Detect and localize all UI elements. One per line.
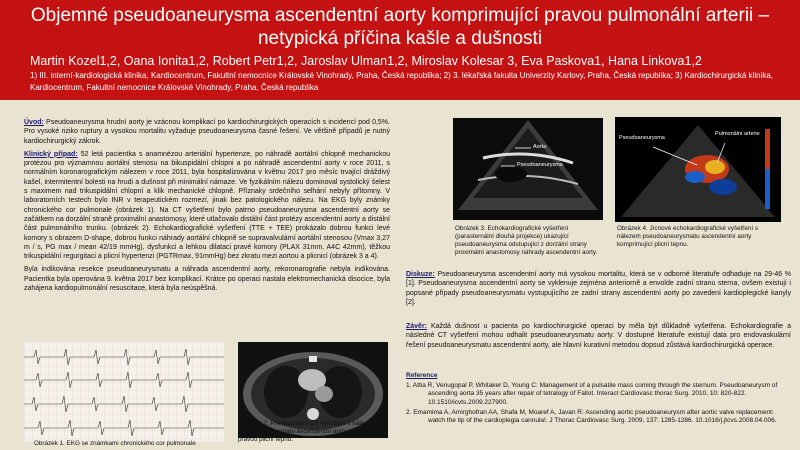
treatment-paragraph: Byla indikována resekce pseudoaneurysmatu a náhrada ascendentní aorty, rekoronarografie nebyla indikována. Pacientka byla operována 9. května 2017 bez komplikací. Krátce po operaci nastala elektromechanická disocice, byla zahájena kardiopulmonální resuscitace, která byla neúspěšná. <box>24 266 390 293</box>
echo-image-tee-doppler <box>615 117 781 222</box>
conclusion-label: Závěr: <box>406 323 428 330</box>
case-paragraph <box>24 150 390 262</box>
poster-title <box>10 4 790 50</box>
references <box>406 372 791 425</box>
ecg-image <box>24 342 224 442</box>
reference-item: 1. Attia R, Venugopal P, Whitaker D, Young C: Management of a pulsatile mass coming through the sternum. Pseudoaneurysm of ascending aorta 35 years after repair of tetralogy of Fallot. Interact Cardiovasc thorac Surg. 2010, 10: 820-822. 10.1510/icvts.2009.227900. <box>406 382 778 406</box>
intro-paragraph <box>24 118 390 146</box>
case-text: 52 letá pacientka s anamnézou arteriální hypertenze, po náhradě aortální chlopně mechanickou protézou pro významnou aortální stenosu na bikuspidální chlopni a po náhradě ascendentní aorty v roce 2011, s normálním koronarografickým nálezem v roce 2011, byla hospitalizována v květnu 2017 pro měsíc trvající dráždivý kašel, intermitentní bolesti na hrudi a dušnost při minimální námaze. Ve fyzikálním nálezu dominoval systolický šelest s maximem nad trikuspidální chlopní a klik mechanické chlopně. Příznaky srdečního selhání nebyly přítomny. V laboratorních testech bylo INR v terapeutickém rozmezí, jinak bez patologického nálezu. Na EKG byly známky chronického cor pulmonale (obrázek 1). Na CT vyšetření bylo patrno pseudoaneurysma ascendentní aorty se začátkem na dorzální straně proximální anastomosy, které utlačovalo distální část protézy ascendentní aorty a distální část pulmonálního trunku. (obrázek 2). Echokardiografické vyšetření (TTE + TEE) prokázalo dobrou funkci levé komory s obrazem D-shape, dobrou funkci náhrady aortální chlopně se supravalvulární aortální stenosou (Vmax 3,27 m / s, PG max / mean 42/19 mmHg), dysfunkci a lehkou dilataci pravé komory (PLAX 31mm, A4C 42mm), těžkou trikuspidální regurgitaci a plicní hypertenzi (PGTRmax, 91mmHg) bez zkratu mezi aortou a plicnicí (obrázek 3 a 4). <box>24 150 390 261</box>
fig1-caption: Obrázek 1. EKG se známkami chronického cor pulmonale <box>34 440 196 447</box>
conclusion-block <box>406 322 791 354</box>
conclusion-paragraph <box>406 322 791 350</box>
intro-text: Pseudoaneurysma hrudní aorty je vzácnou komplikací po kardiochirurgických operacích s incidencí pod 0,5%. Pro vysoké riziko ruptury a vysokou mortalitu vyžaduje pseudoaneurysma časné řešení. Ve většině případů je nutný kardiochirurgický zákrok. <box>24 119 390 145</box>
left-column <box>24 118 390 297</box>
references-heading: Reference <box>406 372 438 379</box>
poster-header <box>0 0 800 100</box>
authors: Martin Kozel1,2, Oana Ionita1,2, Robert Petr1,2, Jaroslav Ulman1,2, Miroslav Kolesar 3, Eva Paskova1, Hana Linkova1,2 <box>30 54 702 68</box>
fig2-caption: Obrázek 2. Předoperační CT vyšetření s nálezem pseudoaneurysmatu ascendentní aorty komprimující pravou plicní tepnu. <box>238 420 385 443</box>
fig4-caption: Obrázek 4. Jícnové echokardiografické vyšetření s nálezem pseudoaneurysmatu ascendentní aorty komprimující plicní tepnu. <box>617 225 759 248</box>
conclusion-text: Každá dušnost u pacienta po kardiochirurgické operaci by měla být důkladně vyšetřena. Echokardiografie a následné CT vyšetření mohou odhalit pseudoaneurysmatu aorty. V dostupné literatuře existují data pro endovaskulární řešení pseudoaneurysmatu ascendentní aorty, ale hlavní kurativní metodou dopsud zůstává kardiochirurgická operace. <box>406 323 791 349</box>
echo-image-parasternal <box>453 118 603 220</box>
intro-label: Úvod: <box>24 119 44 126</box>
affiliations: 1) III. interní-kardiologická klinika, Kardiocentrum, Fakultní nemocnice Královské Vinohrady, Praha, Česká republika; 2) 3. lékařská fakulta Univerzity Karlovy, Praha, Česká republika; 3) Kardiochirurgická klinika, Kardiocentrum, Fakultní nemocnice Královské Vinohrady, Praha, Česká republika <box>30 71 773 92</box>
title-line-1: Objemné pseudoaneurysma ascendentní aorty komprimující pravou pulmonální arterii – <box>30 5 770 26</box>
echo-label-pseudoaneurysm: Pseudoaneurysma <box>517 162 563 168</box>
echo-label-aorta: Aorta <box>533 144 547 150</box>
discussion-label: Diskuze: <box>406 271 435 278</box>
case-label: Klinický případ: <box>24 150 78 158</box>
echo2-label-pseudoaneurysm: Pseudoaneurysma <box>619 135 665 141</box>
reference-item: 2. Emamima A, Amirghofran AA, Shafa M, Moaref A, Javan R: Ascending aortic pseudoaneurysm after aortic valve replacement: watch the tip of the cardioplegia cannula!. J Thorac Cardiovasc Surg. 2009, 137: 1285-1286. 10.1016/j.jtcvs.2008.04.006. <box>406 408 777 425</box>
echo2-label-pulmonary-artery: Pulmonální arterie <box>715 131 760 137</box>
discussion-block <box>406 270 791 311</box>
discussion-text: Pseudoaneurysma ascendentní aorty má vysokou mortalitu, která se v odborné literatuře odhaduje na 29-46 % [1]. Pseudoaneurysma ascendentní aorty se vyklenuje zejména anteriorně a envolde zadní stranu sterna, ovšem existují i popsané případy pseudoaneurysmatu vystupujícího ze zadní strany ascendentní aorty po zavedení kardioplegické kanyly [2]. <box>406 271 791 306</box>
title-line-2: netypická příčina kašle a dušnosti <box>257 28 543 49</box>
discussion-paragraph <box>406 270 791 307</box>
fig3-caption: Obrázek 3. Echokardiografické vyšetření (parasternální dlouhá projekce) ukazující pseudoaneurysma odstupující z dorzální strany proximální anastomosy náhrady ascendentní aorty. <box>455 225 598 256</box>
